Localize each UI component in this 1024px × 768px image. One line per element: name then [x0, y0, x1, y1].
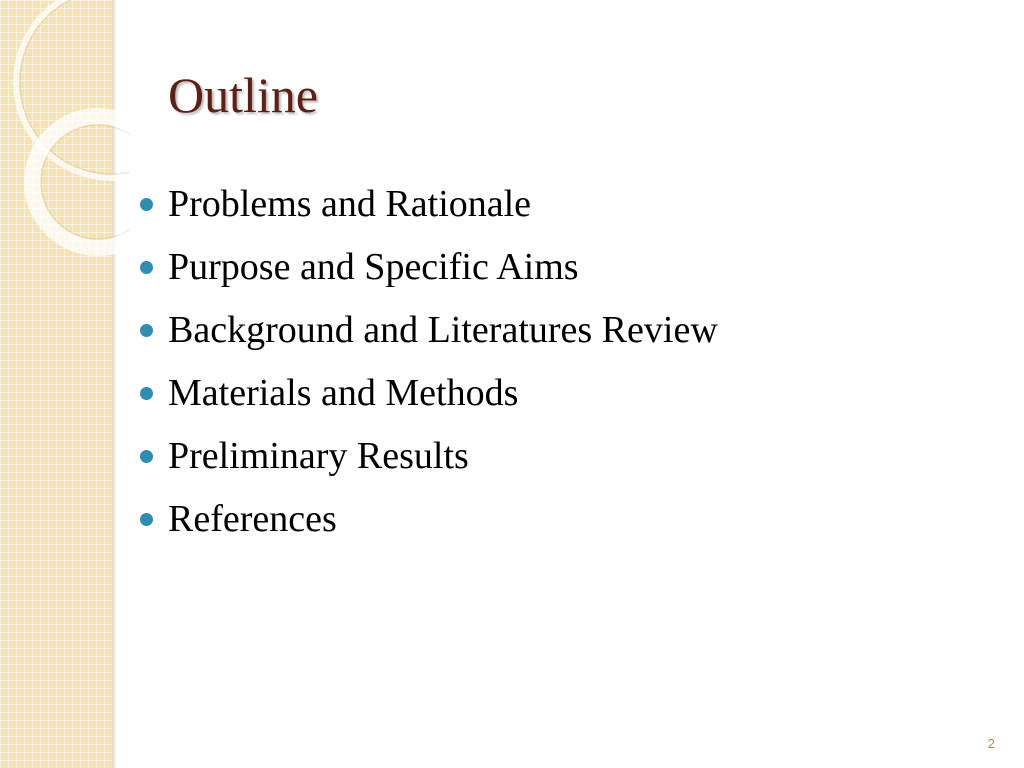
slide-title: Outline	[168, 67, 318, 123]
bullet-item-preliminary-results	[140, 430, 718, 493]
bullet-dot-icon	[140, 198, 153, 211]
bullet-dot-icon	[140, 324, 153, 337]
bullet-dot-icon	[140, 387, 153, 400]
bullet-text: Preliminary Results	[168, 435, 469, 477]
bullet-text: Background and Literatures Review	[168, 309, 718, 351]
bullet-item-references	[140, 493, 718, 556]
bullet-dot-icon	[140, 450, 153, 463]
bullet-text: Purpose and Specific Aims	[168, 246, 579, 288]
bullet-item-problems-rationale	[140, 178, 718, 241]
bullet-text: References	[168, 498, 337, 540]
bullet-text: Problems and Rationale	[168, 183, 532, 225]
decorative-ring-small	[32, 116, 130, 248]
bullet-text: Materials and Methods	[168, 372, 519, 414]
bullet-item-purpose-aims	[140, 241, 718, 304]
bullet-item-background-review	[140, 304, 718, 367]
page-number: 2	[987, 736, 995, 751]
bullet-dot-icon	[140, 261, 153, 274]
bullet-item-materials-methods	[140, 367, 718, 430]
bullet-list	[140, 178, 718, 556]
bullet-dot-icon	[140, 513, 153, 526]
decorative-rings	[0, 0, 130, 260]
